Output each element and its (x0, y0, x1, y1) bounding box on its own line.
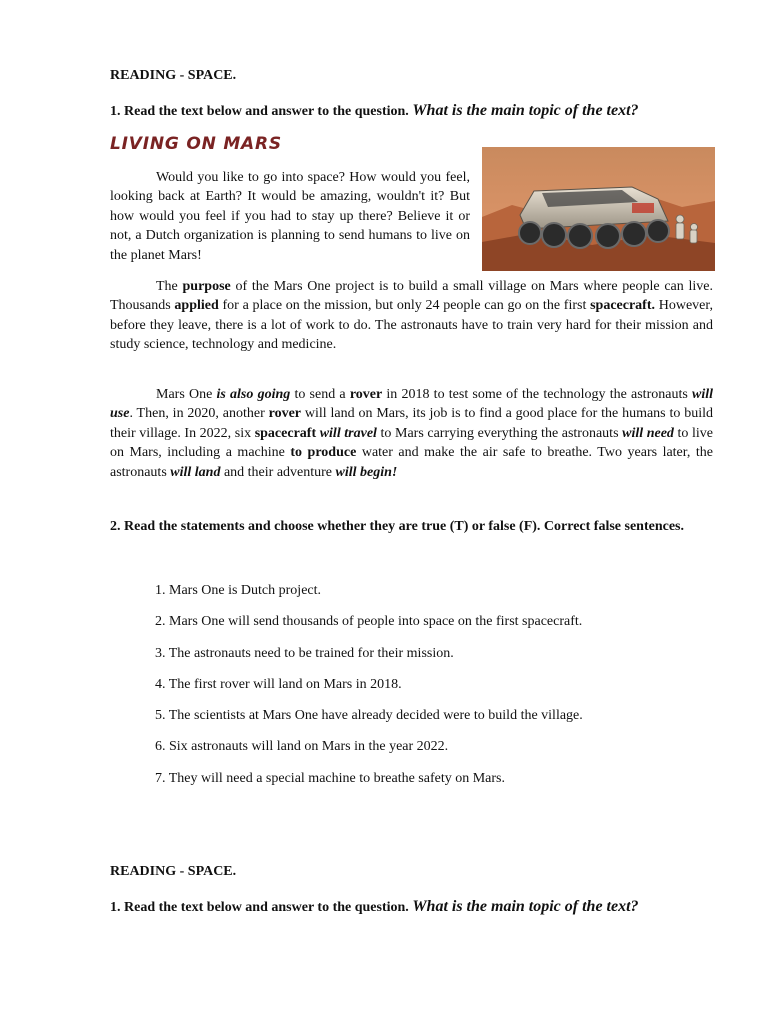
list-item: 4. The first rover will land on Mars in 2018. (155, 676, 402, 692)
question-1-repeat (110, 898, 639, 916)
paragraph-1-text: Would you like to go into space? How would you feel, looking back at Earth? It would be amazing, wouldn't it? But how would you feel if you had to stay up there? Believe it or not, a Dutch organization is planning to send humans to live on the planet Mars! (110, 170, 470, 263)
keyword-purpose: purpose (182, 279, 231, 294)
page-heading-repeat: READING - SPACE. (110, 864, 237, 879)
question-1-lead: 1. Read the text below and answer to the question. (110, 104, 409, 119)
question-1-italic-repeat: What is the main topic of the text? (412, 898, 639, 915)
page-heading: READING - SPACE. (110, 68, 237, 83)
keyword-spacecraft: spacecraft. (590, 298, 655, 314)
list-item: 2. Mars One will send thousands of people into space on the first spacecraft. (155, 614, 583, 630)
list-item: 6. Six astronauts will land on Mars in the year 2022. (155, 739, 449, 755)
list-item: 7. They will need a special machine to breathe safety on Mars. (155, 770, 506, 786)
question-1-italic: What is the main topic of the text? (412, 102, 639, 119)
article-title: LIVING ON MARS (110, 134, 282, 154)
article-paragraph-3: Mars One is also going to send a rover in 2018 to test some of the technology the astronauts will use. Then, in 2020, another rover will land on Mars, its job is to find a good place for the humans to build their village. In 2022, six spacecraft will travel to Mars carrying everything the astronauts will need to live on Mars, including a machine to produce water and make the air safe to breathe. Two years later, the astronauts will land and their adventure will begin! (110, 387, 713, 480)
statement-list (155, 580, 583, 799)
list-item: 1. Mars One is Dutch project. (155, 583, 322, 598)
article-paragraph-1 (110, 168, 470, 265)
list-item: 3. The astronauts need to be trained for their mission. (155, 645, 454, 661)
question-1-lead-repeat: 1. Read the text below and answer to the question. (110, 900, 409, 915)
keyword-applied: applied (174, 298, 219, 314)
section-2-instruction: 2. Read the statements and choose whether they are true (T) or false (F). Correct false sentences. (110, 519, 684, 534)
list-item: 5. The scientists at Mars One have already decided were to build the village. (155, 708, 583, 724)
article-paragraph-2: The purpose of the Mars One project is to build a small village on Mars where people can live. Thousands applied for a place on the mission, but only 24 people can go on the first spacecraft. However, before they leave, there is a lot of work to do. The astronauts have to train very hard for their mission and study science, technology and medicine. (110, 279, 714, 353)
mars-rover-image (482, 147, 715, 271)
mars-rover-illustration (482, 147, 715, 271)
question-1 (110, 102, 639, 120)
